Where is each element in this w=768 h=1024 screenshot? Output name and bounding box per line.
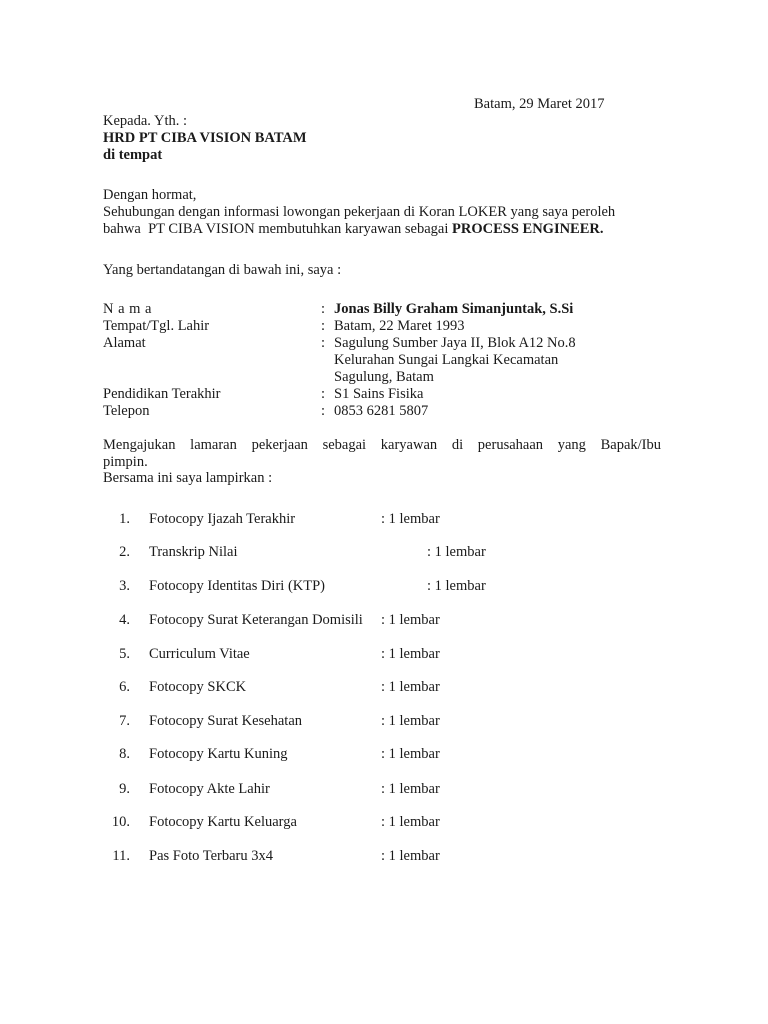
applicant-colon: : — [321, 386, 326, 402]
list-item-name: Pas Foto Terbaru 3x4 — [149, 848, 273, 864]
applicant-label-address: Alamat — [103, 335, 146, 351]
list-item-quantity: : 1 lembar — [381, 679, 440, 695]
recipient-location: di tempat — [103, 147, 163, 163]
list-item-quantity: : 1 lembar — [381, 646, 440, 662]
list-item-name: Fotocopy Akte Lahir — [149, 781, 270, 797]
list-item-quantity: : 1 lembar — [427, 544, 486, 560]
list-item-quantity: : 1 lembar — [381, 848, 440, 864]
applicant-value-address-line-1: Sagulung Sumber Jaya II, Blok A12 No.8 — [334, 335, 576, 351]
applicant-label-birth: Tempat/Tgl. Lahir — [103, 318, 210, 334]
place-date: Batam, 29 Maret 2017 — [474, 96, 605, 112]
applicant-colon: : — [321, 318, 326, 334]
list-item-number: 10. — [111, 814, 130, 830]
list-item-quantity: : 1 lembar — [427, 578, 486, 594]
list-item-name: Transkrip Nilai — [149, 544, 238, 560]
list-item-number: 8. — [119, 746, 130, 762]
list-item-number: 6. — [119, 679, 130, 695]
list-item-name: Fotocopy Identitas Diri (KTP) — [149, 578, 325, 594]
list-item-name: Fotocopy Surat Kesehatan — [149, 713, 303, 729]
applicant-label-education: Pendidikan Terakhir — [103, 386, 221, 402]
list-item-number: 5. — [119, 646, 130, 662]
recipient-salutation: Kepada. Yth. : — [103, 113, 188, 129]
list-item-number: 11. — [112, 848, 130, 864]
greeting: Dengan hormat, — [103, 187, 197, 203]
applicant-label-phone: Telepon — [103, 403, 150, 419]
list-item-number: 9. — [119, 781, 130, 797]
intro-line-2-prefix: bahwa PT CIBA VISION membutuhkan karyawan sebagai — [103, 221, 453, 237]
list-item-number: 4. — [119, 612, 130, 628]
position-title: PROCESS ENGINEER. — [452, 221, 604, 237]
applicant-value-name: Jonas Billy Graham Simanjuntak, S.Si — [334, 301, 574, 317]
list-item-quantity: : 1 lembar — [381, 781, 440, 797]
applicant-label-name: N a m a — [103, 301, 152, 317]
application-statement-line-1: Mengajukan lamaran pekerjaan sebagai karyawan di perusahaan yang Bapak/Ibu — [103, 437, 661, 453]
attachments-intro: Bersama ini saya lampirkan : — [103, 470, 273, 486]
list-item-name: Fotocopy Kartu Keluarga — [149, 814, 297, 830]
list-item-number: 2. — [119, 544, 130, 560]
list-item-quantity: : 1 lembar — [381, 814, 440, 830]
applicant-colon: : — [321, 301, 326, 317]
list-item-number: 1. — [119, 511, 130, 527]
application-statement-line-2: pimpin. — [103, 454, 148, 470]
intro-line-1: Sehubungan dengan informasi lowongan pekerjaan di Koran LOKER yang saya peroleh — [103, 204, 616, 220]
list-item-quantity: : 1 lembar — [381, 713, 440, 729]
list-item-name: Fotocopy Ijazah Terakhir — [149, 511, 296, 527]
applicant-colon: : — [321, 335, 326, 351]
applicant-value-phone: 0853 6281 5807 — [334, 403, 429, 419]
list-item-quantity: : 1 lembar — [381, 511, 440, 527]
applicant-value-address-line-3: Sagulung, Batam — [334, 369, 434, 385]
list-item-name: Fotocopy Surat Keterangan Domisili — [149, 612, 363, 628]
list-item-name: Fotocopy Kartu Kuning — [149, 746, 288, 762]
applicant-value-address-line-2: Kelurahan Sungai Langkai Kecamatan — [334, 352, 559, 368]
list-item-name: Fotocopy SKCK — [149, 679, 247, 695]
applicant-value-education: S1 Sains Fisika — [334, 386, 424, 402]
recipient-company: HRD PT CIBA VISION BATAM — [103, 130, 307, 146]
list-item-quantity: : 1 lembar — [381, 746, 440, 762]
list-item-quantity: : 1 lembar — [381, 612, 440, 628]
applicant-value-birth: Batam, 22 Maret 1993 — [334, 318, 465, 334]
list-item-name: Curriculum Vitae — [149, 646, 250, 662]
list-item-number: 3. — [119, 578, 130, 594]
applicant-colon: : — [321, 403, 326, 419]
undersigned-statement: Yang bertandatangan di bawah ini, saya : — [103, 262, 342, 278]
list-item-number: 7. — [119, 713, 130, 729]
intro-line-2 — [103, 221, 604, 238]
